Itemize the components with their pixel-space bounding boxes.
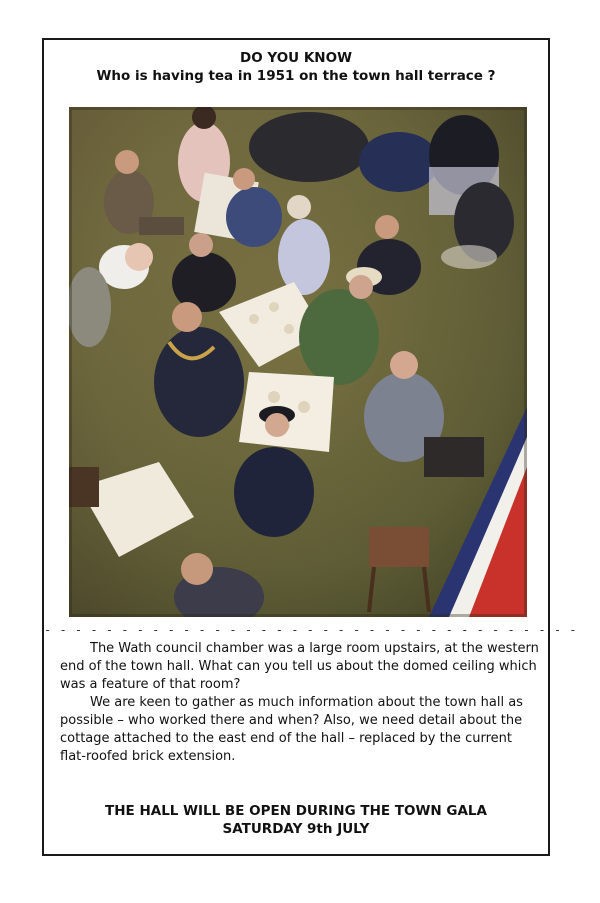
paragraph-2: We are keen to gather as much information about the town hall as possible – who worked there and when? Also, we need detail about the cottage attached to the east end of the hall – replaced by the current flat-roofed brick extension. [60,695,523,764]
heading-line-2: Who is having tea in 1951 on the town hall terrace ? [96,68,496,84]
tea-party-photo [69,107,527,617]
paragraph-1: The Wath council chamber was a large room upstairs, at the western end of the town hall. What can you tell us about the domed ceiling which was a feature of that room? [60,641,539,692]
divider-dashes: - - - - - - - - - - - - - - - - - - - - - - - - - - - - - - - - - - - [44,623,577,637]
poster-frame [42,38,577,856]
footer-line-1: THE HALL WILL BE OPEN DURING THE TOWN GALA [105,803,487,819]
body-text [60,640,540,766]
heading-line-1: DO YOU KNOW [240,50,352,66]
footer-line-2: SATURDAY 9th JULY [222,821,370,837]
